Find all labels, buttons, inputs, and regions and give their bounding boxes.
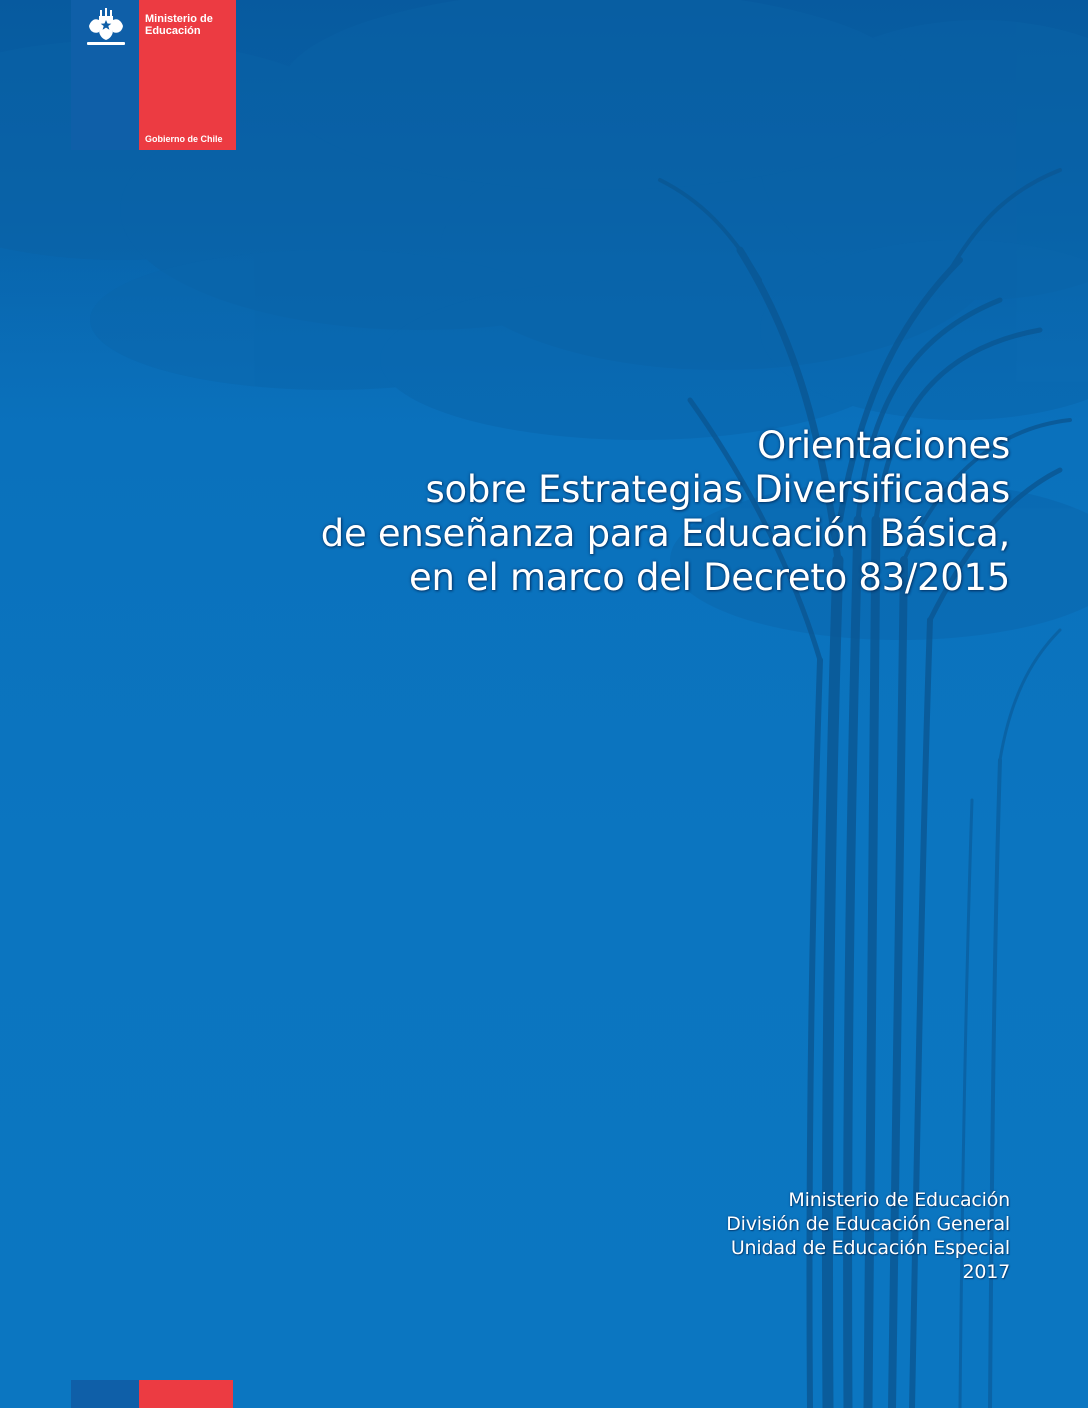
- logo-red-panel: [139, 0, 236, 150]
- flag-color-bar: [71, 1380, 233, 1408]
- chile-coat-of-arms-icon: [79, 6, 133, 50]
- title-line: en el marco del Decreto 83/2015: [408, 556, 1010, 599]
- publisher-line: Ministerio de Educación: [788, 1189, 1010, 1211]
- logo-ministry-name: Ministerio de Educación: [145, 13, 213, 37]
- document-title: [321, 424, 1010, 600]
- title-line: Orientaciones: [757, 424, 1010, 467]
- publisher-line: Unidad de Educación Especial: [730, 1237, 1010, 1259]
- ministry-logo: [71, 0, 236, 150]
- publisher-block: [726, 1188, 1010, 1284]
- logo-blue-panel: [71, 0, 139, 150]
- publication-year: 2017: [962, 1261, 1010, 1283]
- title-line: de enseñanza para Educación Básica,: [320, 512, 1010, 555]
- logo-government-name: Gobierno de Chile: [145, 134, 223, 144]
- title-line: sobre Estrategias Diversificadas: [425, 468, 1010, 511]
- publisher-line: División de Educación General: [726, 1213, 1010, 1235]
- flag-blue-segment: [71, 1380, 139, 1408]
- flag-red-segment: [139, 1380, 233, 1408]
